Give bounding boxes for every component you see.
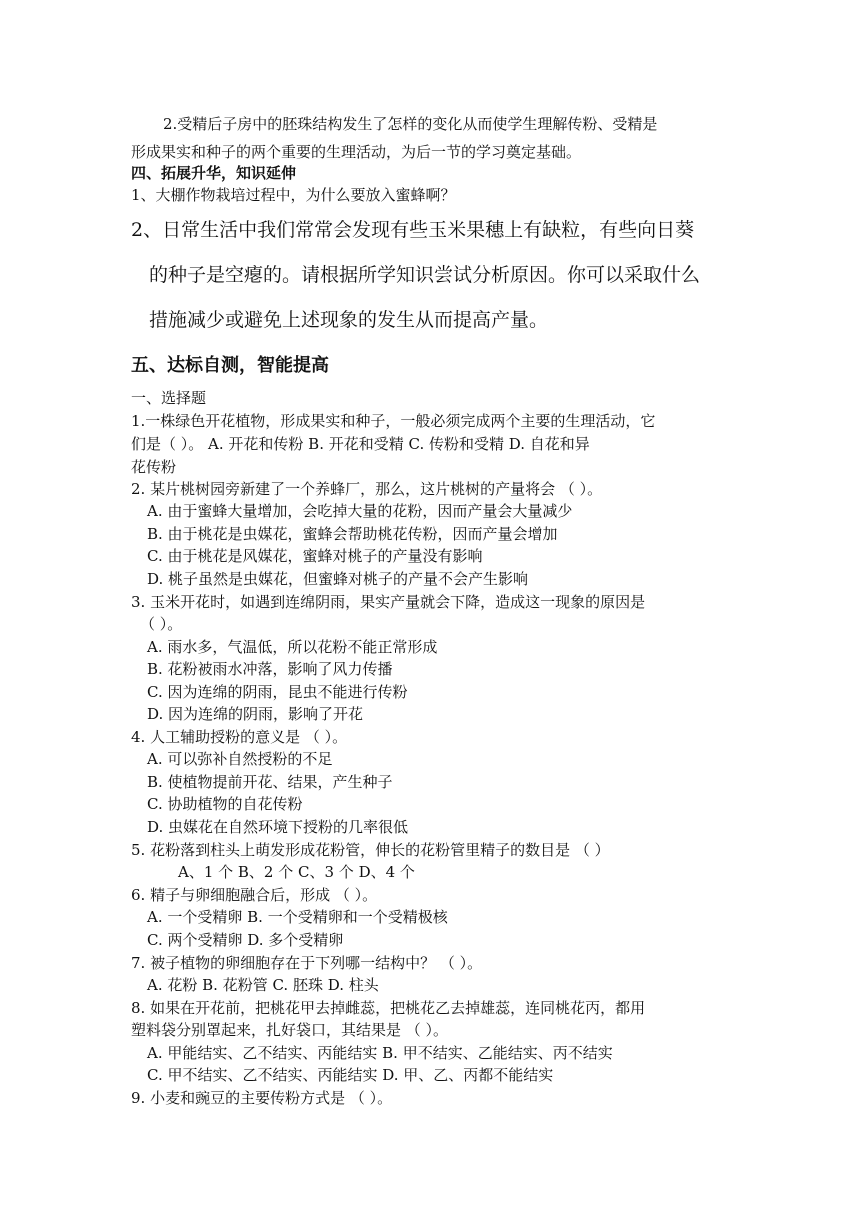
q5-stem: 5. 花粉落到柱头上萌发形成花粉管，伸长的花粉管里精子的数目是 （ ） [131,841,610,859]
q2-stem: 2. 某片桃树园旁新建了一个养蜂厂，那么，这片桃树的产量将会 （ ）。 [131,480,603,498]
q4-option-c: C. 协助植物的自花传粉 [147,795,303,813]
q4-option-b: B. 使植物提前开花、结果，产生种子 [147,773,393,791]
q8-stem-line-2: 塑料袋分别罩起来，扎好袋口，其结果是 （ ）。 [131,1021,449,1039]
q4-option-a: A. 可以弥补自然授粉的不足 [147,750,333,768]
section-4-question-2-line-3: 措施减少或避免上述现象的发生从而提高产量。 [149,309,549,331]
section-5-title: 五、达标自测，智能提高 [131,355,329,376]
q3-option-a: A. 雨水多，气温低，所以花粉不能正常形成 [147,638,438,656]
section-4-question-1: 1、大棚作物栽培过程中，为什么要放入蜜蜂啊？ [131,186,456,204]
q6-options-ab: A. 一个受精卵 B. 一个受精卵和一个受精极核 [147,908,448,926]
q4-stem: 4. 人工辅助授粉的意义是 （ ）。 [131,728,348,746]
section-4-question-2-line-2: 的种子是空瘪的。请根据所学知识尝试分析原因。你可以采取什么 [149,264,701,286]
q2-option-b: B. 由于桃花是虫媒花，蜜蜂会帮助桃花传粉，因而产量会增加 [147,525,558,543]
section-5-subtitle: 一、选择题 [131,389,207,407]
q6-options-cd: C. 两个受精卵 D. 多个受精卵 [147,931,344,949]
q1-line-2: 们是（ ）。 A. 开花和传粉 B. 开花和受精 C. 传粉和受精 D. 自花和异 [131,435,590,453]
intro-line-1: 2.受精后子房中的胚珠结构发生了怎样的变化从而使学生理解传粉、受精是 [163,115,658,133]
q8-options-ab: A. 甲能结实、乙不结实、丙能结实 B. 甲不结实、乙能结实、丙不结实 [147,1044,613,1062]
q3-option-d: D. 因为连绵的阴雨，影响了开花 [147,705,364,723]
q1-line-3: 花传粉 [131,458,177,476]
q1-line-1: 1.一株绿色开花植物，形成果实和种子，一般必须完成两个主要的生理活动，它 [131,412,656,430]
q2-option-d: D. 桃子虽然是虫媒花，但蜜蜂对桃子的产量不会产生影响 [147,570,529,588]
q8-stem-line-1: 8. 如果在开花前，把桃花甲去掉雌蕊，把桃花乙去掉雄蕊，连同桃花丙，都用 [131,999,646,1017]
q3-stem-line-1: 3. 玉米开花时，如遇到连绵阴雨，果实产量就会下降，造成这一现象的原因是 [131,593,646,611]
section-4-title: 四、拓展升华，知识延伸 [131,164,297,182]
q3-option-c: C. 因为连绵的阴雨，昆虫不能进行传粉 [147,683,408,701]
q8-options-cd: C. 甲不结实、乙不结实、丙能结实 D. 甲、乙、丙都不能结实 [147,1066,554,1084]
intro-line-2: 形成果实和种子的两个重要的生理活动，为后一节的学习奠定基础。 [131,143,582,161]
q9-stem: 9. 小麦和豌豆的主要传粉方式是 （ ）。 [131,1089,393,1107]
q7-stem: 7. 被子植物的卵细胞存在于下列哪一结构中？ （ ）。 [131,954,483,972]
q2-option-a: A. 由于蜜蜂大量增加，会吃掉大量的花粉，因而产量会大量减少 [147,502,573,520]
q5-options: A、1 个 B、2 个 C、3 个 D、4 个 [178,863,415,881]
q6-stem: 6. 精子与卵细胞融合后，形成 （ ）。 [131,886,378,904]
q3-stem-line-2: （ ）。 [140,615,183,633]
section-4-question-2-line-1: 2、日常生活中我们常常会发现有些玉米果穗上有缺粒，有些向日葵 [131,219,695,241]
q2-option-c: C. 由于桃花是风媒花，蜜蜂对桃子的产量没有影响 [147,547,483,565]
q4-option-d: D. 虫媒花在自然环境下授粉的几率很低 [147,818,409,836]
q7-options: A. 花粉 B. 花粉管 C. 胚珠 D. 柱头 [147,976,379,994]
q3-option-b: B. 花粉被雨水冲落，影响了风力传播 [147,660,393,678]
